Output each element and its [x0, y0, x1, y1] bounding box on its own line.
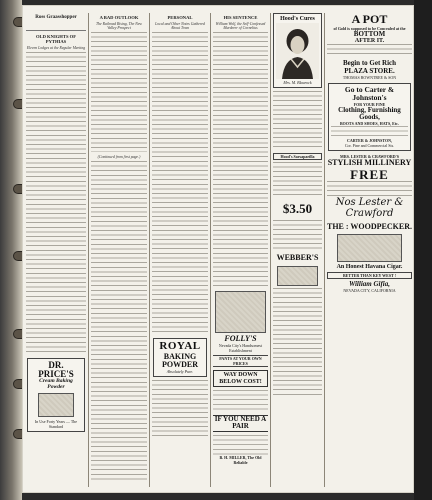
masthead: Ross Graasshopper: [35, 15, 77, 20]
headline: OLD KNIGHTS OF PYTHIAS: [35, 33, 77, 44]
woodpecker-title: THE : WOODPECKER.: [327, 222, 412, 232]
woodpecker-illustration: [337, 234, 402, 262]
advert-text: [327, 181, 412, 197]
free-banner: FREE: [350, 166, 389, 182]
column-2: [91, 13, 147, 487]
begin-title: Begin to Get Rich: [342, 59, 397, 68]
folly-sub: Nevada City's Handsomest Establishment: [218, 343, 263, 354]
headline: A BAD OUTLOOK: [99, 15, 139, 20]
column-1: [26, 13, 86, 487]
baking-can-illustration: [38, 393, 74, 417]
continued-label: (Continued from first page.): [97, 155, 141, 159]
shoe-illustration: [277, 266, 318, 286]
advert-product: Cream Baking Powder: [39, 378, 73, 391]
price-display: $3.50: [282, 201, 313, 217]
signature-text: Nos Lester & Crawford: [335, 197, 404, 220]
article-text-block: [152, 32, 208, 332]
newspaper-page: [22, 5, 414, 493]
column-rule: [88, 13, 89, 487]
folly-sign: B. H. MILLER, The Old Reliable: [219, 454, 262, 465]
subhead: Local and Other Notes Gathered About Town: [155, 22, 205, 30]
better-than: BETTER THAN KEY WEST !: [327, 272, 412, 279]
advert-text: [213, 435, 268, 455]
royal-baking-advert: [153, 338, 207, 377]
carter-for: FOR YOUR FINE: [353, 101, 386, 107]
carter-goods: Clothing, Furnishing Goods,: [338, 105, 401, 122]
havana-cigar: An Honest Havana Cigar.: [336, 263, 403, 270]
body-text: [26, 22, 86, 27]
article-text-block: [91, 161, 147, 481]
column-5: [273, 13, 322, 487]
woman-portrait: [276, 23, 319, 79]
advert-text: [327, 44, 412, 58]
subhead: Eleven Lodges at the Regular Meeting: [26, 45, 86, 50]
hoods-caption: Mrs. M. Blaurock: [283, 80, 312, 86]
subhead: William Wolf, the Self-Confessed Murderer of Cornelius: [215, 22, 266, 30]
royal-line1: BAKING: [163, 351, 197, 361]
pot-title: A POT: [351, 13, 388, 26]
article-text-block: [273, 162, 322, 198]
royal-tag: Absolutely Pure.: [166, 369, 194, 375]
carter-addr: Cor. Pine and Commercial Sts.: [344, 143, 395, 149]
advert-title: DR. PRICE'S: [38, 359, 74, 380]
hoods-advert: [273, 13, 322, 88]
carter-title: Go to Carter & Johnston's: [344, 84, 395, 102]
price-advert: [27, 358, 85, 433]
scan-edge: [414, 0, 432, 500]
headline: HIS SENTENCE: [223, 15, 258, 20]
column-6: [327, 13, 412, 487]
column-rule: [210, 13, 211, 487]
handwritten-signature: [327, 197, 412, 219]
hoods-pills: Hood's Sarsaparilla: [273, 153, 322, 160]
advert-foot: In Use Forty Years — The Standard: [34, 419, 78, 430]
royal-line2: POWDER: [162, 359, 198, 369]
article-text-block: [152, 380, 208, 440]
advert-text: [213, 390, 268, 412]
plaza-store: PLAZA STORE.: [344, 66, 395, 75]
article-text-block: [273, 288, 322, 398]
article-text-block: [273, 220, 322, 250]
carter-boots: BOOTS AND SHOES, HATS, Etc.: [340, 121, 399, 127]
folly-line: PANTS AT YOUR OWN PRICES: [213, 355, 268, 367]
royal-title: ROYAL: [159, 340, 201, 352]
column-4: [213, 13, 268, 487]
article-text-block: [26, 52, 86, 352]
advert-text: [331, 126, 408, 138]
carter-sign: CARTER & JOHNSTON,: [346, 138, 392, 144]
folly-store-illustration: [215, 291, 266, 333]
headline: PERSONAL: [167, 15, 193, 20]
pot-sub: of Gold is supposed to be Concealed at the: [333, 25, 406, 31]
pot-bottom: BOTTOM: [353, 29, 386, 38]
maker-name: William Gifia,: [349, 280, 390, 289]
column-rule: [149, 13, 150, 487]
need-pair-banner: IF YOU NEED A PAIR: [214, 414, 267, 431]
subhead: The Railroad Rising, The New Valley Prospect: [96, 22, 142, 30]
hoods-title: Hood's Cures: [280, 16, 315, 22]
column-rule: [324, 13, 325, 487]
webbers-name: WEBBER'S: [276, 252, 319, 262]
column-rule: [270, 13, 271, 487]
article-text-block: [273, 91, 322, 151]
lester-name: MRS. LESTER & CRAWFORD'S: [340, 154, 399, 160]
folly-title: FOLLY'S: [224, 334, 257, 343]
way-down-banner: WAY DOWN BELOW COST!: [213, 370, 268, 387]
plaza-owner: THOMAS ROWNTREE & SON: [342, 74, 397, 80]
article-text-block: [213, 32, 268, 287]
book-binding: [0, 0, 22, 500]
stylish-millinery: STYLISH MILLINERY: [327, 158, 412, 168]
after-it: AFTER IT.: [354, 37, 385, 44]
article-text-block: [91, 32, 147, 152]
carter-johnston-advert: [328, 83, 411, 151]
maker-addr: NEVADA CITY, CALIFORNIA: [343, 288, 396, 294]
column-3: [152, 13, 208, 487]
